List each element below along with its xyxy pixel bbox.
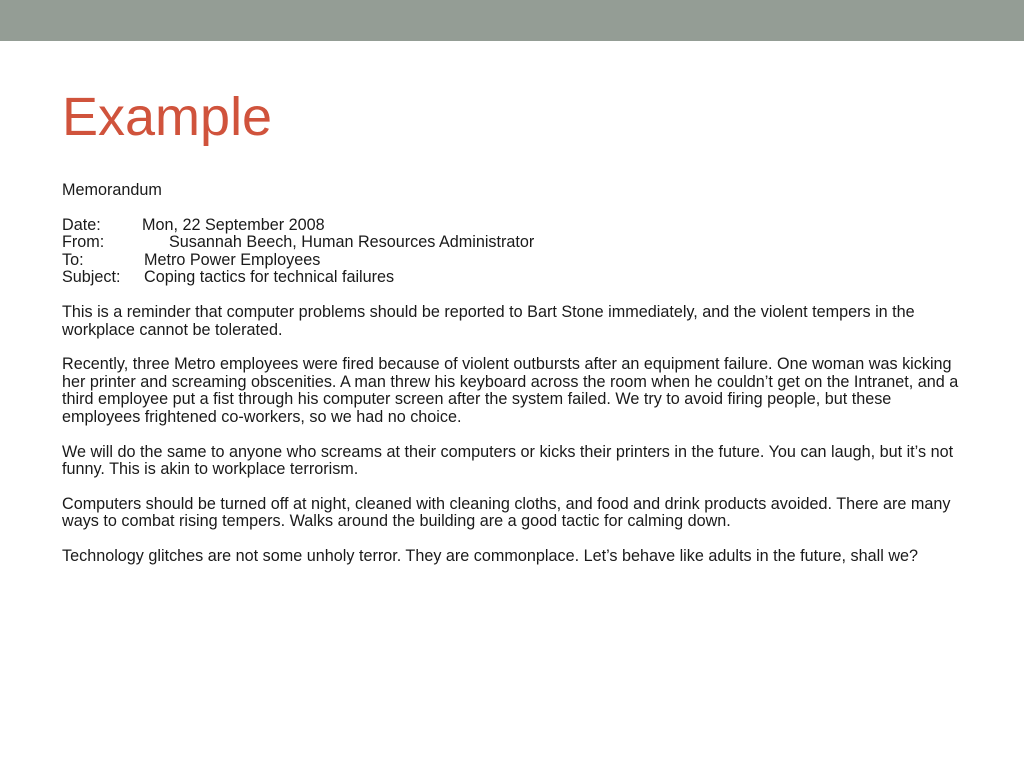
paragraph-care-tips: Computers should be turned off at night, cleaned with cleaning cloths, and food and drink products avoided. There are many ways to combat rising tempers. Walks around the building are a good tactic for calming down. (62, 494, 951, 531)
date-line (62, 217, 972, 235)
date-value: Mon, 22 September 2008 (142, 215, 325, 234)
top-accent-bar (0, 0, 1024, 41)
from-line (62, 234, 972, 252)
to-line (62, 252, 972, 270)
to-label: To: (62, 250, 84, 269)
memo-heading: Memorandum (62, 181, 162, 199)
from-label: From: (62, 233, 105, 252)
subject-label: Subject: (62, 268, 121, 287)
paragraph-warning: We will do the same to anyone who screams at their computers or kicks their printers in the future. You can laugh, but it’s not funny. This is akin to workplace terrorism. (62, 442, 954, 479)
date-label: Date: (62, 215, 101, 234)
memo-header (62, 217, 972, 287)
memo-body (62, 182, 972, 583)
to-value: Metro Power Employees (144, 250, 321, 269)
from-value: Susannah Beech, Human Resources Administrator (169, 233, 535, 252)
paragraph-incidents: Recently, three Metro employees were fired because of violent outbursts after an equipment failure. One woman was kicking her printer and screaming obscenities. A man threw his keyboard across the room when he couldn’t get on the Intranet, and a third employee put a fist through his computer screen after the system failed. We try to avoid firing people, but these employees frightened co-workers, so we had no choice. (62, 355, 959, 426)
subject-value: Coping tactics for technical failures (144, 268, 395, 287)
paragraph-closing: Technology glitches are not some unholy terror. They are commonplace. Let’s behave like adults in the future, shall we? (62, 546, 919, 565)
slide-title: Example (62, 87, 273, 147)
subject-line (62, 269, 972, 287)
paragraph-reminder: This is a reminder that computer problems should be reported to Bart Stone immediately, and the violent tempers in the workplace cannot be tolerated. (62, 302, 915, 339)
